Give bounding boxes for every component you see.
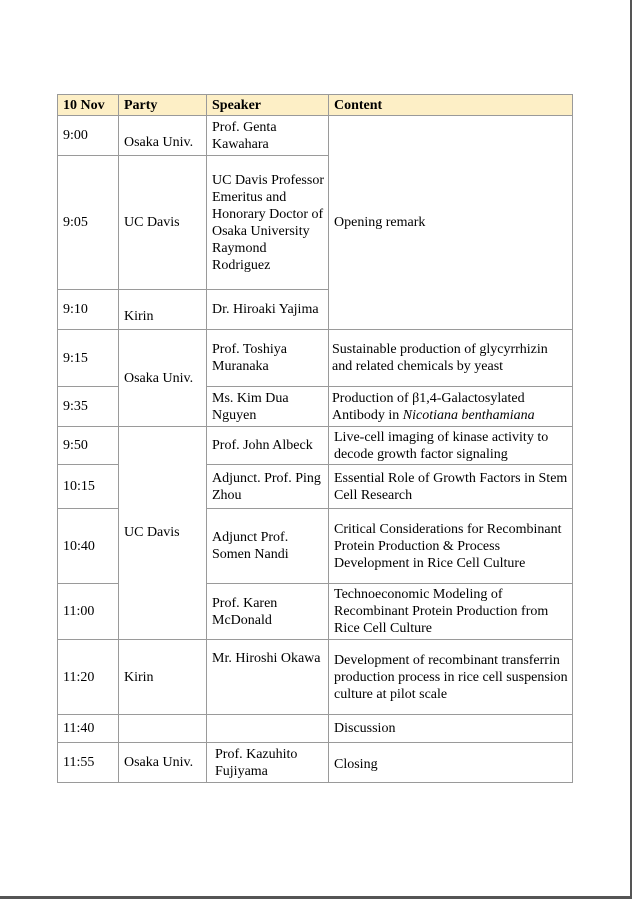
speaker-cell: Prof. Karen McDonald bbox=[207, 584, 329, 640]
content-text: Production of β1,4-Galactosylated Antibody in bbox=[332, 390, 525, 423]
time-cell: 11:55 bbox=[58, 743, 119, 783]
table-row bbox=[58, 116, 573, 156]
speaker-cell: Mr. Hiroshi Okawa bbox=[207, 640, 329, 715]
table-row bbox=[58, 427, 573, 465]
content-cell: Development of recombinant transferrin production process in rice cell suspension culture at pilot scale bbox=[329, 640, 573, 715]
speaker-cell: Dr. Hiroaki Yajima bbox=[207, 290, 329, 330]
table-row bbox=[58, 640, 573, 715]
party-cell: UC Davis bbox=[119, 156, 207, 290]
party-cell: Osaka Univ. bbox=[119, 743, 207, 783]
time-cell: 9:05 bbox=[58, 156, 119, 290]
speaker-cell: Prof. Toshiya Muranaka bbox=[207, 330, 329, 387]
party-cell: Osaka Univ. bbox=[119, 330, 207, 427]
table-row bbox=[58, 743, 573, 783]
time-cell: 9:00 bbox=[58, 116, 119, 156]
content-cell: Discussion bbox=[329, 715, 573, 743]
header-party: Party bbox=[119, 95, 207, 116]
content-cell: Opening remark bbox=[329, 116, 573, 330]
content-cell: Technoeconomic Modeling of Recombinant Protein Production from Rice Cell Culture bbox=[329, 584, 573, 640]
speaker-cell: Prof. Genta Kawahara bbox=[207, 116, 329, 156]
time-cell: 10:40 bbox=[58, 509, 119, 584]
table-header-row bbox=[58, 95, 573, 116]
header-speaker: Speaker bbox=[207, 95, 329, 116]
party-cell: Kirin bbox=[119, 290, 207, 330]
content-cell: Live-cell imaging of kinase activity to decode growth factor signaling bbox=[329, 427, 573, 465]
time-cell: 11:40 bbox=[58, 715, 119, 743]
content-cell: Sustainable production of glycyrrhizin and related chemicals by yeast bbox=[329, 330, 573, 387]
schedule-table bbox=[57, 94, 573, 783]
speaker-cell: Adjunct. Prof. Ping Zhou bbox=[207, 465, 329, 509]
speaker-cell bbox=[207, 715, 329, 743]
time-cell: 9:10 bbox=[58, 290, 119, 330]
speaker-cell: Prof. John Albeck bbox=[207, 427, 329, 465]
time-cell: 11:00 bbox=[58, 584, 119, 640]
party-cell: UC Davis bbox=[119, 427, 207, 640]
table-row bbox=[58, 330, 573, 387]
header-content: Content bbox=[329, 95, 573, 116]
party-cell: Kirin bbox=[119, 640, 207, 715]
content-cell: Closing bbox=[329, 743, 573, 783]
time-cell: 9:15 bbox=[58, 330, 119, 387]
content-cell bbox=[329, 387, 573, 427]
time-cell: 10:15 bbox=[58, 465, 119, 509]
time-cell: 11:20 bbox=[58, 640, 119, 715]
speaker-cell: Adjunct Prof. Somen Nandi bbox=[207, 509, 329, 584]
content-italic-text: Nicotiana benthamiana bbox=[402, 407, 535, 423]
party-cell: Osaka Univ. bbox=[119, 116, 207, 156]
content-cell: Critical Considerations for Recombinant Protein Production & Process Development in Rice Cell Culture bbox=[329, 509, 573, 584]
party-cell bbox=[119, 715, 207, 743]
speaker-cell: Prof. Kazuhito Fujiyama bbox=[207, 743, 329, 783]
table-row bbox=[58, 715, 573, 743]
time-cell: 9:35 bbox=[58, 387, 119, 427]
speaker-cell: Ms. Kim Dua Nguyen bbox=[207, 387, 329, 427]
content-cell: Essential Role of Growth Factors in Stem Cell Research bbox=[329, 465, 573, 509]
speaker-cell: UC Davis Professor Emeritus and Honorary Doctor of Osaka University Raymond Rodriguez bbox=[207, 156, 329, 290]
header-date: 10 Nov bbox=[58, 95, 119, 116]
time-cell: 9:50 bbox=[58, 427, 119, 465]
